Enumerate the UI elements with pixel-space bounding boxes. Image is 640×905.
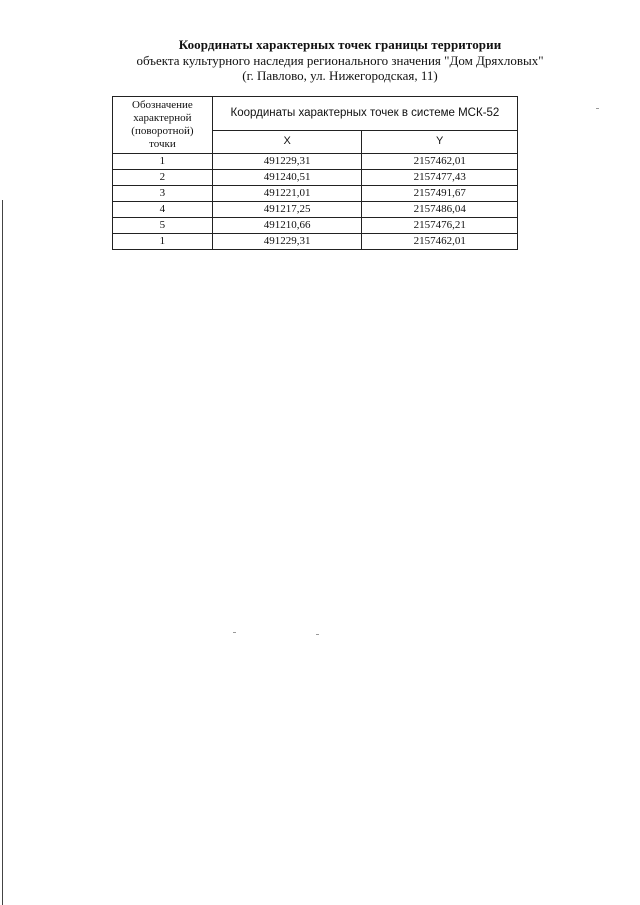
y-coordinate-cell: 2157462,01 [362, 154, 518, 170]
header-x: X [212, 130, 362, 153]
table-row [113, 218, 518, 234]
table-row [113, 202, 518, 218]
x-coordinate-cell: 491229,31 [212, 234, 362, 250]
table-row [113, 170, 518, 186]
document-location: (г. Павлово, ул. Нижегородская, 11) [242, 68, 438, 83]
point-id-cell: 3 [113, 186, 213, 202]
table-row [113, 234, 518, 250]
scan-margin-line [2, 200, 3, 905]
coordinates-table [112, 96, 518, 250]
y-coordinate-cell: 2157477,43 [362, 170, 518, 186]
header-coordinate-system: Координаты характерных точек в системе МСК-52 [212, 97, 517, 131]
header-point-designation: Обозначение характерной (поворотной) точки [113, 97, 213, 154]
point-id-cell: 2 [113, 170, 213, 186]
point-id-cell: 1 [113, 234, 213, 250]
scan-speck [233, 632, 236, 633]
y-coordinate-cell: 2157462,01 [362, 234, 518, 250]
point-id-cell: 4 [113, 202, 213, 218]
y-coordinate-cell: 2157491,67 [362, 186, 518, 202]
y-coordinate-cell: 2157486,04 [362, 202, 518, 218]
point-id-cell: 5 [113, 218, 213, 234]
x-coordinate-cell: 491217,25 [212, 202, 362, 218]
point-id-cell: 1 [113, 154, 213, 170]
scan-speck [316, 634, 319, 635]
y-coordinate-cell: 2157476,21 [362, 218, 518, 234]
x-coordinate-cell: 491240,51 [212, 170, 362, 186]
table-row [113, 154, 518, 170]
x-coordinate-cell: 491210,66 [212, 218, 362, 234]
x-coordinate-cell: 491229,31 [212, 154, 362, 170]
document-title: Координаты характерных точек границы территории [178, 37, 502, 52]
x-coordinate-cell: 491221,01 [212, 186, 362, 202]
document-subtitle: объекта культурного наследия регионального значения "Дом Дряхловых" [136, 53, 544, 68]
table-row [113, 186, 518, 202]
header-y: Y [362, 130, 518, 153]
scan-speck [596, 108, 599, 109]
